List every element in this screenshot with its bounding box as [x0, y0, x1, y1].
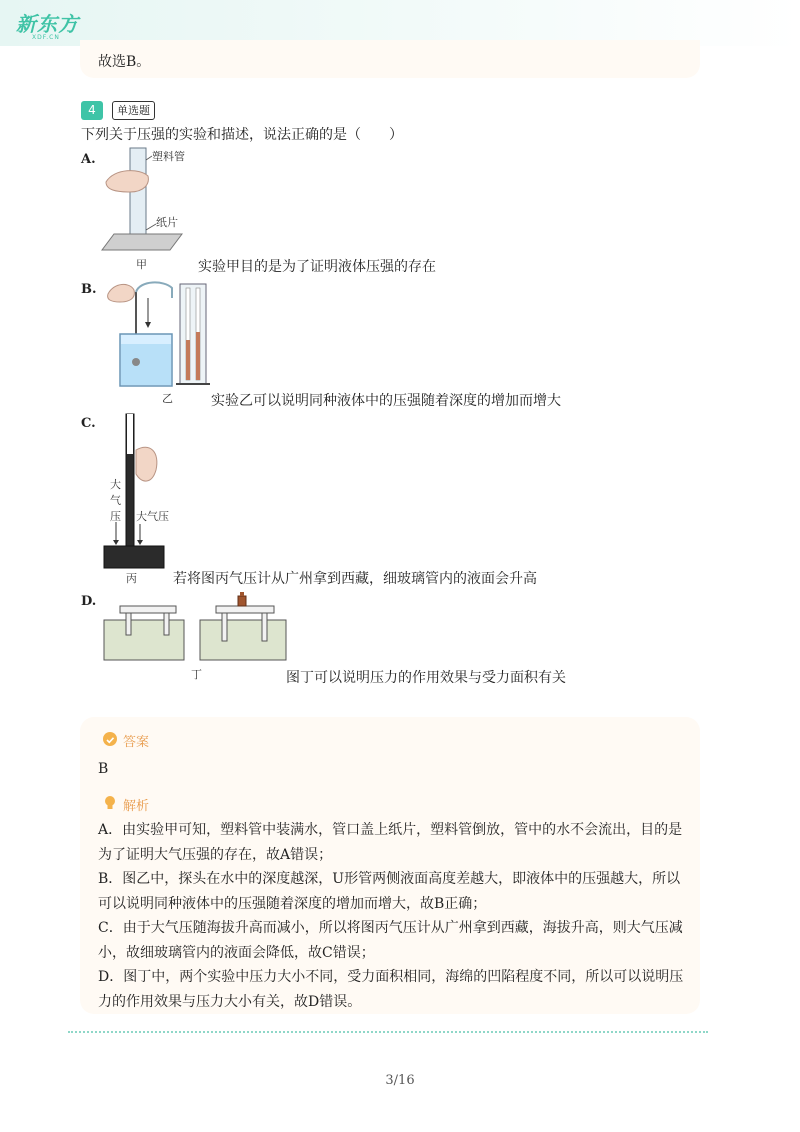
logo-text: 新东方: [16, 12, 79, 36]
label-qi: 气: [110, 494, 121, 507]
previous-conclusion: 故选B。: [98, 54, 151, 70]
option-c-text: 若将图丙气压计从广州拿到西藏，细玻璃管内的液面会升高: [173, 571, 537, 587]
hand: [106, 171, 148, 192]
mercury-trough: [104, 546, 164, 568]
vacuum-space: [127, 414, 133, 454]
probe-head: [132, 358, 140, 366]
figure-b-caption: 乙: [162, 392, 173, 405]
label-atmospheric-pressure: 大气压: [136, 510, 169, 523]
check-badge-icon: [103, 732, 117, 746]
figure-d-caption: 丁: [191, 668, 202, 681]
analysis-paragraph-d: D．图丁中，两个实验中压力大小不同，受力面积相同，海绵的凹陷程度不同，所以可以说明压力的作用效果与压力大小有关，故D错误。: [98, 969, 684, 1010]
paper-sheet: [102, 234, 182, 250]
stool-top-right: [216, 606, 274, 613]
figure-b-pressure-gauge: [100, 278, 220, 406]
page-number: 3/16: [385, 1073, 415, 1088]
previous-analysis-box: [80, 40, 700, 78]
option-d-text: 图丁可以说明压力的作用效果与受力面积有关: [286, 670, 566, 686]
u-tube-board: [180, 284, 206, 384]
rubber-tube: [136, 282, 172, 298]
figure-a-caption: 甲: [136, 258, 147, 270]
hand: [108, 284, 135, 302]
plastic-tube: [130, 148, 146, 246]
option-d-letter: D.: [81, 594, 97, 609]
figure-c-caption: 丙: [126, 572, 137, 585]
sponge-left: [104, 620, 184, 660]
water: [121, 344, 171, 385]
label-da: 大: [110, 478, 121, 491]
option-b-letter: B.: [81, 282, 97, 297]
brand-logo: [16, 8, 86, 42]
option-b-text: 实验乙可以说明同种液体中的压强随着深度的增加而增大: [211, 393, 561, 409]
stool-top-left: [120, 606, 176, 613]
figure-a-plastic-tube: [100, 146, 200, 270]
figure-c-barometer: [100, 412, 180, 586]
answer-value: B: [98, 761, 109, 777]
label-ya: 压: [110, 510, 121, 523]
lightbulb-icon: [103, 795, 117, 809]
question-number-badge: 4: [81, 101, 103, 120]
analysis-paragraph-b: B．图乙中，探头在水中的深度越深，U形管两侧液面高度差越大，即液体中的压强越大，所以可以说明同种液体中的压强随着深度的增加而增大，故B正确；: [98, 871, 681, 912]
label-paper: 纸片: [156, 216, 178, 229]
logo-subtext: XDF.CN: [32, 34, 60, 41]
analysis-paragraph-a: A．由实验甲可知，塑料管中装满水，管口盖上纸片，塑料管倒放，管中的水不会流出，目的是为了证明大气压强的存在，故A错误；: [98, 822, 683, 863]
answer-title: 答案: [123, 735, 150, 750]
analysis-title: 解析: [123, 799, 150, 814]
option-a-letter: A.: [81, 152, 96, 167]
label-plastic-tube: 塑料管: [152, 150, 185, 163]
question-type-tag: 单选题: [112, 101, 155, 120]
sponge-right: [200, 620, 286, 660]
analysis-paragraph-c: C．由于大气压随海拔升高而减小，所以将图丙气压计从广州拿到西藏，海拔升高，则大气压减小，故细玻璃管内的液面会降低，故C错误；: [98, 920, 683, 961]
figure-d-sponge-experiment: [100, 590, 290, 684]
question-stem: 下列关于压强的实验和描述，说法正确的是（ ）: [81, 127, 403, 143]
hand: [136, 447, 157, 481]
liquid-right: [196, 332, 200, 380]
divider: [68, 1031, 708, 1033]
option-c-letter: C.: [81, 416, 96, 431]
liquid-left: [186, 340, 190, 380]
weight: [238, 596, 246, 606]
option-a-text: 实验甲目的是为了证明液体压强的存在: [198, 259, 436, 275]
